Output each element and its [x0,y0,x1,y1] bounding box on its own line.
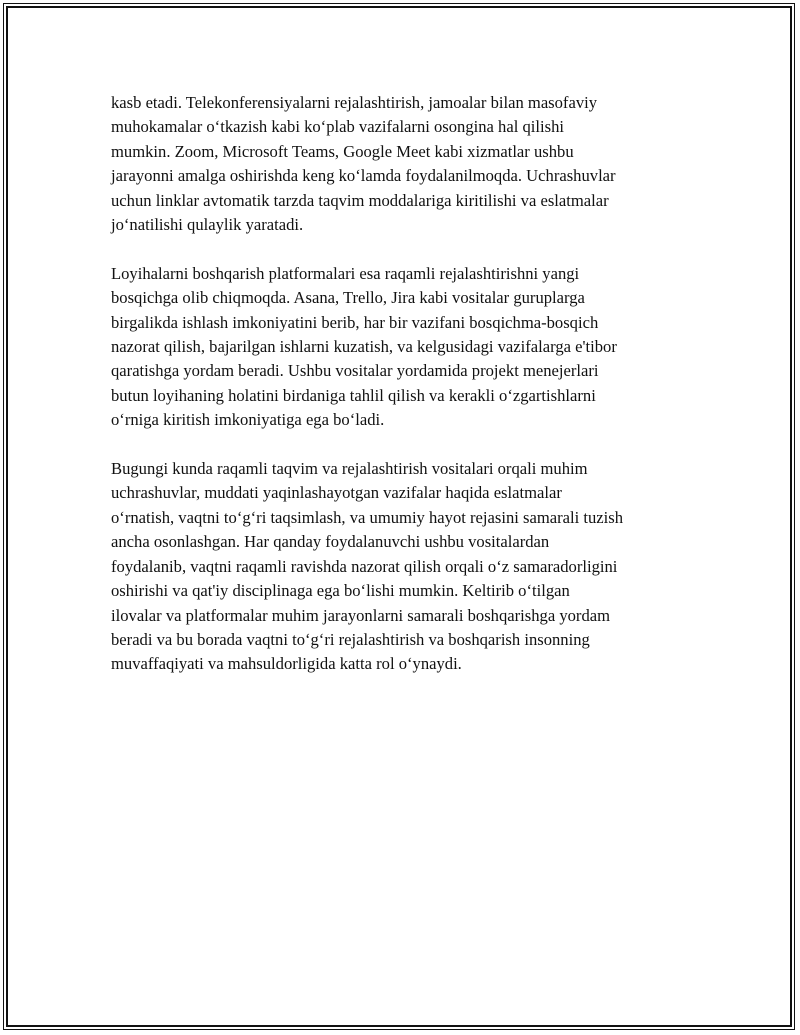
text-line: birgalikda ishlash imkoniyatini berib, har bir vazifani bosqichma-bosqich [111,312,599,332]
text-line: mumkin. Zoom, Microsoft Teams, Google Meet kabi xizmatlar ushbu [111,141,574,161]
text-line: uchrashuvlar, muddati yaqinlashayotgan vazifalar haqida eslatmalar [111,483,562,503]
text-line: o‘rniga kiritish imkoniyatiga ega bo‘ladi. [111,410,385,430]
document-body [111,91,691,701]
text-line: muhokamalar o‘tkazish kabi ko‘plab vazifalarni osongina hal qilishi [111,117,564,137]
text-line: foydalanib, vaqtni raqamli ravishda nazorat qilish orqali o‘z samaradorligini [111,556,618,576]
text-line: muvaffaqiyati va mahsuldorligida katta rol o‘ynaydi. [111,654,462,674]
text-line: butun loyihaning holatini birdaniga tahlil qilish va kerakli o‘zgartishlarni [111,385,596,405]
text-line: nazorat qilish, bajarilgan ishlarni kuzatish, va kelgusidagi vazifalarga e'tibor [111,337,617,357]
text-line: bosqichga olib chiqmoqda. Asana, Trello, Jira kabi vositalar guruplarga [111,288,585,308]
paragraph-2 [111,262,691,433]
text-line: ilovalar va platformalar muhim jarayonlarni samarali boshqarishga yordam [111,605,611,625]
text-line: beradi va bu borada vaqtni to‘g‘ri rejalashtirish va boshqarish insonning [111,629,590,649]
text-line: ancha osonlashgan. Har qanday foydalanuvchi ushbu vositalardan [111,532,550,552]
text-line: uchun linklar avtomatik tarzda taqvim moddalariga kiritilishi va eslatmalar [111,190,609,210]
text-line: Loyihalarni boshqarish platformalari esa raqamli rejalashtirishni yangi [111,263,580,283]
text-line: Bugungi kunda raqamli taqvim va rejalashtirish vositalari orqali muhim [111,459,588,479]
paragraph-1 [111,91,691,237]
text-line: kasb etadi. Telekonferensiyalarni rejalashtirish, jamoalar bilan masofaviy [111,93,598,112]
text-line: o‘rnatish, vaqtni to‘g‘ri taqsimlash, va umumiy hayot rejasini samarali tuzish [111,507,623,527]
text-line: jo‘natilishi qulaylik yaratadi. [111,215,304,235]
text-line: oshirishi va qat'iy disciplinaga ega bo‘lishi mumkin. Keltirib o‘tilgan [111,581,570,601]
text-line: jarayonni amalga oshirishda keng ko‘lamda foydalanilmoqda. Uchrashuvlar [111,166,616,186]
text-line: qaratishga yordam beradi. Ushbu vositalar yordamida projekt menejerlari [111,361,599,381]
paragraph-3 [111,457,691,677]
